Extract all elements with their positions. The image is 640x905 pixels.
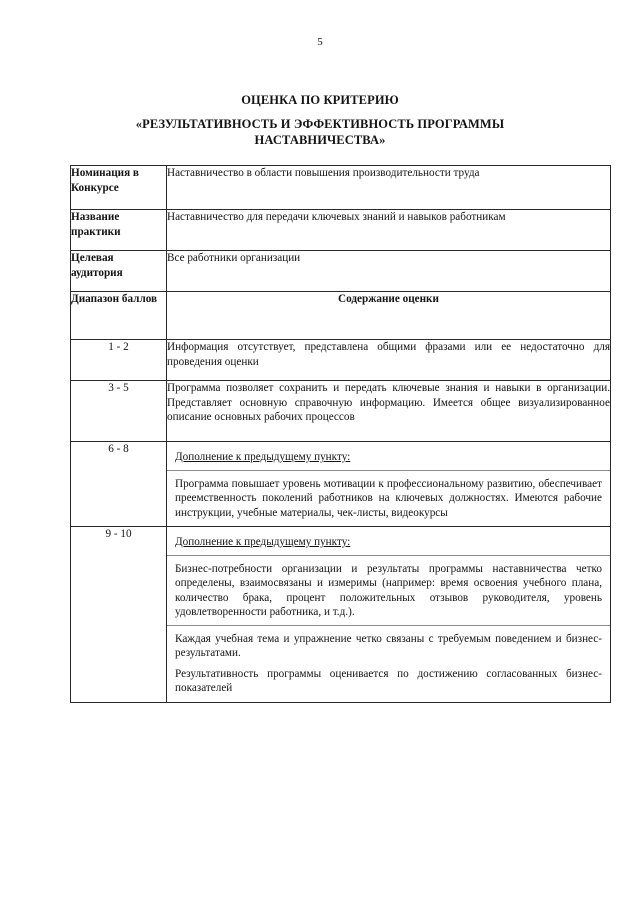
score-description: Информация отсутствует, представлена общими фразами или ее недостаточно для проведения оценки (167, 340, 611, 381)
table-row-audience (71, 251, 611, 292)
criteria-table (70, 165, 611, 703)
table-row-range-header (71, 292, 611, 340)
page-subtitle (0, 116, 640, 148)
nomination-value: Наставничество в области повышения производительности труда (167, 166, 611, 210)
score-cell (167, 527, 611, 703)
score-cell (167, 442, 611, 527)
score-description: Бизнес-потребности организации и результаты программы наставничества четко определены, взаимосвязаны и измеримы (например: время освоения учебного плана, количество брака, процент положительных отзывов руководителя, уровень удовлетворенности работника, и т.д.). (167, 555, 610, 625)
subtitle-line-2: НАСТАВНИЧЕСТВА» (254, 133, 386, 147)
score-description: Программа повышает уровень мотивации к профессиональному развитию, обеспечивает преемственность поколений работников на ключевых должностях. Имеются рабочие инструкции, учебные материалы, чек-листы, видеокурсы (167, 470, 610, 527)
score-range: 6 - 8 (71, 442, 167, 527)
score-description: Программа позволяет сохранить и передать ключевые знания и навыки в организации. Представляет основную справочную информацию. Имеется общее визуализированное описание основных рабочих процессов (167, 381, 611, 442)
table-row-score-3 (71, 442, 611, 527)
audience-value: Все работники организации (167, 251, 611, 292)
score-range: 9 - 10 (71, 527, 167, 703)
practice-label: Название практики (71, 210, 167, 251)
table-row-practice (71, 210, 611, 251)
addition-label: Дополнение к предыдущему пункту: (175, 536, 351, 548)
table-row-score-4 (71, 527, 611, 703)
page-title: ОЦЕНКА ПО КРИТЕРИЮ (241, 93, 399, 107)
table-row-nomination (71, 166, 611, 210)
audience-label: Целевая аудитория (71, 251, 167, 292)
table-row-score-2 (71, 381, 611, 442)
table-row-score-1 (71, 340, 611, 381)
score-range: 3 - 5 (71, 381, 167, 442)
page-number: 5 (317, 36, 323, 48)
practice-value: Наставничество для передачи ключевых знаний и навыков работникам (167, 210, 611, 251)
range-label: Диапазон баллов (71, 292, 167, 340)
score-description: Результативность программы оценивается по достижению согласованных бизнес-показателей (175, 667, 602, 694)
score-description: Каждая учебная тема и упражнение четко связаны с требуемым поведением и бизнес-результатами. (167, 625, 610, 666)
addition-label: Дополнение к предыдущему пункту: (175, 451, 351, 463)
subtitle-line-1: «РЕЗУЛЬТАТИВНОСТЬ И ЭФФЕКТИВНОСТЬ ПРОГРАММЫ (135, 117, 505, 131)
nomination-label: Номинация в Конкурсе (71, 166, 167, 210)
score-range: 1 - 2 (71, 340, 167, 381)
content-header: Содержание оценки (167, 292, 611, 340)
